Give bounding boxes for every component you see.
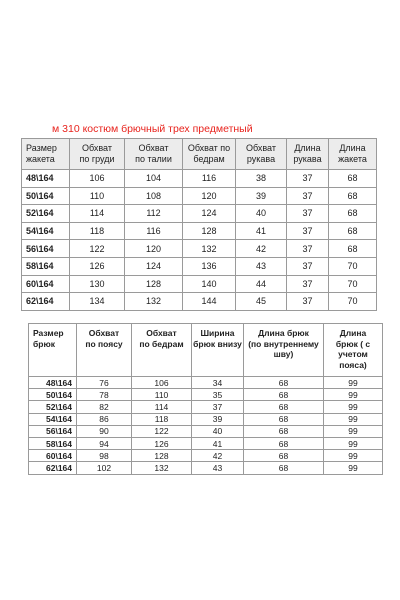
value-cell: 39 [236,187,287,205]
size-cell: 62\164 [29,462,77,474]
value-cell: 99 [324,437,383,449]
value-cell: 116 [183,170,236,188]
value-cell: 98 [77,450,132,462]
table-header-row [22,139,377,170]
value-cell: 41 [236,222,287,240]
value-cell: 76 [77,377,132,389]
value-cell: 44 [236,275,287,293]
value-cell: 130 [70,275,125,293]
value-cell: 118 [70,222,125,240]
value-cell: 41 [192,437,244,449]
value-cell: 68 [244,377,324,389]
value-cell: 99 [324,377,383,389]
value-cell: 90 [77,425,132,437]
size-cell: 48\164 [22,170,70,188]
column-header: Длина брюк (по внутреннему шву) [244,324,324,377]
column-header: Обхват по бедрам [183,139,236,170]
value-cell: 43 [236,257,287,275]
value-cell: 94 [77,437,132,449]
value-cell: 45 [236,293,287,311]
value-cell: 110 [70,187,125,205]
size-cell: 52\164 [22,205,70,223]
table-row [29,425,383,437]
value-cell: 110 [132,389,192,401]
value-cell: 106 [132,377,192,389]
value-cell: 37 [287,293,329,311]
value-cell: 68 [329,222,377,240]
value-cell: 37 [287,187,329,205]
value-cell: 37 [287,170,329,188]
value-cell: 40 [192,425,244,437]
value-cell: 38 [236,170,287,188]
value-cell: 114 [70,205,125,223]
value-cell: 42 [236,240,287,258]
value-cell: 68 [244,462,324,474]
value-cell: 37 [287,240,329,258]
value-cell: 99 [324,401,383,413]
table-row [29,413,383,425]
trousers-size-table [28,323,383,475]
table-row [22,293,377,311]
value-cell: 37 [192,401,244,413]
value-cell: 99 [324,462,383,474]
size-cell: 52\164 [29,401,77,413]
value-cell: 128 [125,275,183,293]
value-cell: 118 [132,413,192,425]
value-cell: 108 [125,187,183,205]
value-cell: 124 [125,257,183,275]
value-cell: 35 [192,389,244,401]
table-row [22,222,377,240]
size-cell: 62\164 [22,293,70,311]
value-cell: 144 [183,293,236,311]
column-header: Ширина брюк внизу [192,324,244,377]
value-cell: 132 [183,240,236,258]
size-cell: 50\164 [22,187,70,205]
value-cell: 70 [329,293,377,311]
size-cell: 60\164 [22,275,70,293]
value-cell: 102 [77,462,132,474]
value-cell: 78 [77,389,132,401]
value-cell: 37 [287,222,329,240]
column-header: Длина жакета [329,139,377,170]
value-cell: 106 [70,170,125,188]
value-cell: 126 [132,437,192,449]
column-header: Обхват по талии [125,139,183,170]
value-cell: 68 [244,450,324,462]
value-cell: 39 [192,413,244,425]
value-cell: 104 [125,170,183,188]
column-header: Размер брюк [29,324,77,377]
value-cell: 43 [192,462,244,474]
value-cell: 70 [329,257,377,275]
value-cell: 122 [132,425,192,437]
value-cell: 116 [125,222,183,240]
column-header: Длина рукава [287,139,329,170]
value-cell: 128 [183,222,236,240]
value-cell: 132 [125,293,183,311]
size-cell: 58\164 [22,257,70,275]
value-cell: 68 [244,389,324,401]
value-cell: 112 [125,205,183,223]
value-cell: 68 [329,187,377,205]
size-cell: 54\164 [22,222,70,240]
value-cell: 37 [287,275,329,293]
table-row [29,377,383,389]
value-cell: 99 [324,413,383,425]
table-row [22,275,377,293]
value-cell: 68 [329,240,377,258]
column-header: Обхват по груди [70,139,125,170]
value-cell: 126 [70,257,125,275]
value-cell: 128 [132,450,192,462]
table-row [22,240,377,258]
size-cell: 56\164 [22,240,70,258]
column-header: Размер жакета [22,139,70,170]
value-cell: 134 [70,293,125,311]
table-header-row [29,324,383,377]
value-cell: 37 [287,205,329,223]
value-cell: 82 [77,401,132,413]
value-cell: 37 [287,257,329,275]
value-cell: 120 [183,187,236,205]
value-cell: 99 [324,425,383,437]
table-row [29,462,383,474]
value-cell: 68 [329,205,377,223]
value-cell: 99 [324,450,383,462]
value-cell: 86 [77,413,132,425]
column-header: Обхват по бедрам [132,324,192,377]
value-cell: 114 [132,401,192,413]
value-cell: 68 [244,413,324,425]
value-cell: 136 [183,257,236,275]
value-cell: 99 [324,389,383,401]
column-header: Обхват по поясу [77,324,132,377]
table-row [29,450,383,462]
size-cell: 48\164 [29,377,77,389]
column-header: Длина брюк ( с учетом пояса) [324,324,383,377]
value-cell: 132 [132,462,192,474]
table-row [22,170,377,188]
value-cell: 68 [329,170,377,188]
table-row [29,437,383,449]
size-cell: 50\164 [29,389,77,401]
value-cell: 124 [183,205,236,223]
value-cell: 122 [70,240,125,258]
table-row [22,257,377,275]
value-cell: 120 [125,240,183,258]
value-cell: 68 [244,425,324,437]
table-row [29,389,383,401]
table-row [22,205,377,223]
value-cell: 34 [192,377,244,389]
size-cell: 54\164 [29,413,77,425]
value-cell: 140 [183,275,236,293]
value-cell: 42 [192,450,244,462]
jacket-size-table [21,138,377,311]
value-cell: 40 [236,205,287,223]
column-header: Обхват рукава [236,139,287,170]
table-row [29,401,383,413]
value-cell: 68 [244,401,324,413]
size-cell: 60\164 [29,450,77,462]
value-cell: 70 [329,275,377,293]
size-cell: 56\164 [29,425,77,437]
table-row [22,187,377,205]
size-cell: 58\164 [29,437,77,449]
document-title: м 310 костюм брючный трех предметный [52,123,253,135]
value-cell: 68 [244,437,324,449]
